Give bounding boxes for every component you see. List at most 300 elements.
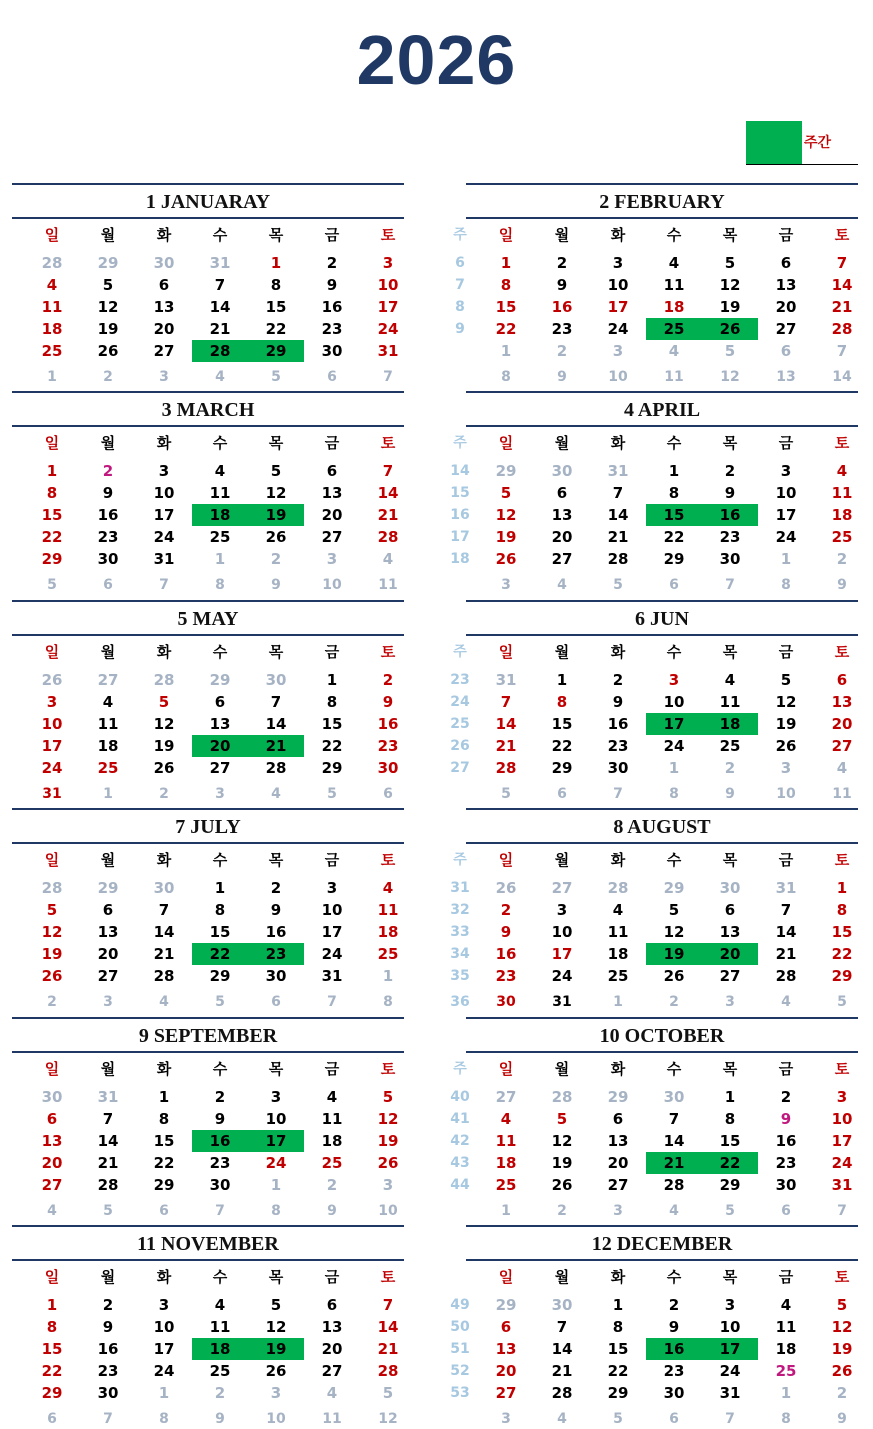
day-cell: 28 xyxy=(153,967,175,985)
day-cell: 7 xyxy=(327,994,337,1010)
day-cell: 7 xyxy=(159,577,169,593)
day-cell: 13 xyxy=(607,1132,629,1150)
weekday-label: 일 xyxy=(44,226,60,244)
month-title: 6 JUN xyxy=(635,608,689,630)
day-cell: 17 xyxy=(153,1340,175,1358)
day-cell: 12 xyxy=(720,369,740,385)
weekday-label: 월 xyxy=(554,851,570,869)
day-cell: 4 xyxy=(557,1411,567,1427)
weekday-label: 수 xyxy=(212,226,228,244)
day-cell: 13 xyxy=(97,923,119,941)
weekday-label: 월 xyxy=(100,226,116,244)
day-cell: 4 xyxy=(382,550,394,568)
weekday-label: 토 xyxy=(834,1268,850,1286)
day-cell: 12 xyxy=(719,276,741,294)
day-cell: 19 xyxy=(265,506,287,524)
day-cell: 5 xyxy=(725,1203,735,1219)
weekday-label: 월 xyxy=(554,434,570,452)
day-cell: 6 xyxy=(836,671,848,689)
day-cell: 28 xyxy=(377,528,399,546)
day-cell: 29 xyxy=(495,1296,517,1314)
day-cell: 9 xyxy=(557,369,567,385)
day-cell: 4 xyxy=(668,254,680,272)
day-cell: 5 xyxy=(103,1203,113,1219)
weekday-label: 목 xyxy=(722,851,738,869)
day-cell: 10 xyxy=(266,1411,286,1427)
day-cell: 7 xyxy=(836,342,848,360)
weekday-label: 수 xyxy=(666,226,682,244)
week-number-header: 주 xyxy=(453,1061,467,1077)
day-cell: 16 xyxy=(97,506,119,524)
week-number-header: 주 xyxy=(453,644,467,660)
day-cell: 8 xyxy=(669,786,679,802)
day-cell: 2 xyxy=(214,1384,226,1402)
day-cell: 15 xyxy=(719,1132,741,1150)
day-cell: 2 xyxy=(102,1296,114,1314)
day-cell: 1 xyxy=(780,1384,792,1402)
day-cell: 21 xyxy=(377,506,399,524)
day-cell: 12 xyxy=(495,506,517,524)
month-header xyxy=(12,1017,404,1053)
day-cell: 5 xyxy=(46,901,58,919)
weekday-label: 월 xyxy=(100,1060,116,1078)
day-cell: 29 xyxy=(719,1176,741,1194)
day-cell: 31 xyxy=(607,462,629,480)
day-cell: 26 xyxy=(775,737,797,755)
day-cell: 22 xyxy=(153,1154,175,1172)
week-number: 52 xyxy=(450,1363,470,1379)
day-cell: 17 xyxy=(663,715,685,733)
day-cell: 13 xyxy=(495,1340,517,1358)
day-cell: 11 xyxy=(607,923,629,941)
weekday-label: 토 xyxy=(380,643,396,661)
day-cell: 1 xyxy=(500,254,512,272)
day-cell: 6 xyxy=(556,484,568,502)
week-number: 6 xyxy=(455,255,465,271)
day-cell: 14 xyxy=(153,923,175,941)
weekday-label: 화 xyxy=(156,434,172,452)
day-cell: 6 xyxy=(780,342,792,360)
day-cell: 8 xyxy=(215,577,225,593)
month-title: 1 JANUARAY xyxy=(145,191,271,213)
week-number-header: 주 xyxy=(453,227,467,243)
weekday-label: 월 xyxy=(100,1268,116,1286)
weekday-label: 목 xyxy=(268,643,284,661)
day-cell: 25 xyxy=(831,528,853,546)
day-cell: 7 xyxy=(500,693,512,711)
weekday-label: 일 xyxy=(498,226,514,244)
day-cell: 25 xyxy=(209,1362,231,1380)
day-cell: 1 xyxy=(780,550,792,568)
day-cell: 29 xyxy=(265,342,287,360)
day-cell: 23 xyxy=(551,320,573,338)
day-cell: 3 xyxy=(158,462,170,480)
weekday-label: 화 xyxy=(610,226,626,244)
day-cell: 17 xyxy=(719,1340,741,1358)
day-cell: 2 xyxy=(612,671,624,689)
week-number: 35 xyxy=(450,968,470,984)
day-cell: 2 xyxy=(103,369,113,385)
day-cell: 2 xyxy=(270,550,282,568)
day-cell: 14 xyxy=(832,369,852,385)
day-cell: 4 xyxy=(214,462,226,480)
day-cell: 3 xyxy=(382,1176,394,1194)
legend-swatch xyxy=(746,121,802,164)
week-number-header: 주 xyxy=(453,852,467,868)
week-number: 50 xyxy=(450,1319,470,1335)
day-cell: 19 xyxy=(97,320,119,338)
weekday-label: 일 xyxy=(498,434,514,452)
weekday-label: 월 xyxy=(554,226,570,244)
day-cell: 4 xyxy=(215,369,225,385)
day-cell: 11 xyxy=(97,715,119,733)
day-cell: 5 xyxy=(327,786,337,802)
day-cell: 28 xyxy=(41,254,63,272)
day-cell: 11 xyxy=(663,276,685,294)
day-cell: 30 xyxy=(663,1088,685,1106)
day-cell: 28 xyxy=(831,320,853,338)
weekday-label: 금 xyxy=(324,226,340,244)
day-cell: 1 xyxy=(500,342,512,360)
day-cell: 20 xyxy=(97,945,119,963)
month-header xyxy=(466,183,858,219)
day-cell: 9 xyxy=(382,693,394,711)
weekday-label: 화 xyxy=(156,851,172,869)
day-cell: 6 xyxy=(159,1203,169,1219)
day-cell: 22 xyxy=(321,737,343,755)
day-cell: 25 xyxy=(607,967,629,985)
day-cell: 24 xyxy=(775,528,797,546)
day-cell: 19 xyxy=(831,1340,853,1358)
day-cell: 16 xyxy=(551,298,573,316)
day-cell: 29 xyxy=(97,879,119,897)
day-cell: 4 xyxy=(46,276,58,294)
day-cell: 2 xyxy=(557,1203,567,1219)
weekday-label: 일 xyxy=(44,643,60,661)
day-cell: 17 xyxy=(321,923,343,941)
day-cell: 25 xyxy=(663,320,685,338)
weekday-label: 토 xyxy=(834,643,850,661)
day-cell: 30 xyxy=(551,462,573,480)
day-cell: 1 xyxy=(158,1088,170,1106)
day-cell: 31 xyxy=(495,671,517,689)
legend-underline xyxy=(746,164,858,165)
day-cell: 1 xyxy=(270,254,282,272)
day-cell: 5 xyxy=(780,671,792,689)
day-cell: 8 xyxy=(159,1411,169,1427)
day-cell: 1 xyxy=(501,1203,511,1219)
day-cell: 19 xyxy=(153,737,175,755)
day-cell: 10 xyxy=(41,715,63,733)
day-cell: 15 xyxy=(321,715,343,733)
week-number: 8 xyxy=(455,299,465,315)
day-cell: 11 xyxy=(209,484,231,502)
day-cell: 1 xyxy=(556,671,568,689)
day-cell: 10 xyxy=(153,1318,175,1336)
day-cell: 29 xyxy=(41,550,63,568)
month-header xyxy=(466,1225,858,1261)
day-cell: 6 xyxy=(103,577,113,593)
weekday-label: 목 xyxy=(268,434,284,452)
day-cell: 28 xyxy=(551,1384,573,1402)
day-cell: 5 xyxy=(668,901,680,919)
day-cell: 24 xyxy=(831,1154,853,1172)
weekday-label: 월 xyxy=(554,1268,570,1286)
day-cell: 5 xyxy=(271,369,281,385)
day-cell: 8 xyxy=(556,693,568,711)
week-number: 18 xyxy=(450,551,470,567)
day-cell: 1 xyxy=(103,786,113,802)
day-cell: 28 xyxy=(265,759,287,777)
day-cell: 22 xyxy=(495,320,517,338)
day-cell: 20 xyxy=(41,1154,63,1172)
day-cell: 5 xyxy=(102,276,114,294)
weekday-label: 수 xyxy=(212,434,228,452)
day-cell: 2 xyxy=(326,254,338,272)
day-cell: 28 xyxy=(209,342,231,360)
day-cell: 5 xyxy=(836,1296,848,1314)
week-number: 17 xyxy=(450,529,470,545)
day-cell: 3 xyxy=(725,994,735,1010)
day-cell: 27 xyxy=(41,1176,63,1194)
day-cell: 15 xyxy=(41,506,63,524)
day-cell: 14 xyxy=(209,298,231,316)
day-cell: 10 xyxy=(377,276,399,294)
weekday-label: 화 xyxy=(156,643,172,661)
day-cell: 24 xyxy=(377,320,399,338)
day-cell: 25 xyxy=(495,1176,517,1194)
day-cell: 5 xyxy=(500,484,512,502)
day-cell: 15 xyxy=(607,1340,629,1358)
day-cell: 2 xyxy=(382,671,394,689)
day-cell: 30 xyxy=(97,550,119,568)
day-cell: 30 xyxy=(97,1384,119,1402)
day-cell: 2 xyxy=(669,994,679,1010)
day-cell: 5 xyxy=(47,577,57,593)
day-cell: 20 xyxy=(719,945,741,963)
day-cell: 24 xyxy=(663,737,685,755)
day-cell: 30 xyxy=(607,759,629,777)
day-cell: 8 xyxy=(271,1203,281,1219)
week-number: 41 xyxy=(450,1111,470,1127)
day-cell: 3 xyxy=(668,671,680,689)
day-cell: 1 xyxy=(47,369,57,385)
day-cell: 22 xyxy=(719,1154,741,1172)
day-cell: 29 xyxy=(209,967,231,985)
day-cell: 28 xyxy=(495,759,517,777)
day-cell: 22 xyxy=(551,737,573,755)
week-number: 27 xyxy=(450,760,470,776)
day-cell: 27 xyxy=(97,967,119,985)
day-cell: 1 xyxy=(158,1384,170,1402)
day-cell: 8 xyxy=(501,369,511,385)
month-title: 4 APRIL xyxy=(623,399,701,421)
day-cell: 1 xyxy=(46,462,58,480)
day-cell: 30 xyxy=(719,550,741,568)
month-header xyxy=(466,600,858,636)
day-cell: 23 xyxy=(495,967,517,985)
day-cell: 26 xyxy=(265,1362,287,1380)
day-cell: 21 xyxy=(831,298,853,316)
day-cell: 18 xyxy=(775,1340,797,1358)
day-cell: 26 xyxy=(719,320,741,338)
day-cell: 21 xyxy=(663,1154,685,1172)
day-cell: 3 xyxy=(780,462,792,480)
weekday-label: 목 xyxy=(268,226,284,244)
day-cell: 18 xyxy=(377,923,399,941)
day-cell: 11 xyxy=(719,693,741,711)
day-cell: 31 xyxy=(719,1384,741,1402)
day-cell: 15 xyxy=(831,923,853,941)
week-number: 14 xyxy=(450,463,470,479)
month-header xyxy=(12,391,404,427)
day-cell: 23 xyxy=(775,1154,797,1172)
weekday-label: 목 xyxy=(722,226,738,244)
weekday-label: 금 xyxy=(324,1268,340,1286)
day-cell: 24 xyxy=(265,1154,287,1172)
weekday-label: 월 xyxy=(100,434,116,452)
day-cell: 11 xyxy=(831,484,853,502)
day-cell: 9 xyxy=(725,786,735,802)
day-cell: 9 xyxy=(215,1411,225,1427)
day-cell: 16 xyxy=(97,1340,119,1358)
day-cell: 29 xyxy=(97,254,119,272)
day-cell: 30 xyxy=(209,1176,231,1194)
day-cell: 1 xyxy=(46,1296,58,1314)
weekday-label: 월 xyxy=(100,643,116,661)
day-cell: 2 xyxy=(500,901,512,919)
month-title: 8 AUGUST xyxy=(613,816,711,838)
day-cell: 8 xyxy=(214,901,226,919)
day-cell: 3 xyxy=(158,1296,170,1314)
day-cell: 3 xyxy=(326,879,338,897)
day-cell: 8 xyxy=(326,693,338,711)
month-title: 12 DECEMBER xyxy=(591,1233,733,1255)
day-cell: 31 xyxy=(377,342,399,360)
day-cell: 3 xyxy=(612,254,624,272)
day-cell: 9 xyxy=(668,1318,680,1336)
day-cell: 31 xyxy=(153,550,175,568)
day-cell: 29 xyxy=(663,879,685,897)
day-cell: 29 xyxy=(663,550,685,568)
weekday-label: 일 xyxy=(498,851,514,869)
day-cell: 13 xyxy=(551,506,573,524)
day-cell: 22 xyxy=(607,1362,629,1380)
day-cell: 9 xyxy=(214,1110,226,1128)
day-cell: 4 xyxy=(780,1296,792,1314)
weekday-label: 화 xyxy=(610,851,626,869)
day-cell: 3 xyxy=(724,1296,736,1314)
day-cell: 23 xyxy=(97,528,119,546)
day-cell: 12 xyxy=(831,1318,853,1336)
day-cell: 12 xyxy=(378,1411,398,1427)
week-number: 31 xyxy=(450,880,470,896)
day-cell: 6 xyxy=(612,1110,624,1128)
day-cell: 9 xyxy=(612,693,624,711)
day-cell: 29 xyxy=(607,1088,629,1106)
weekday-label: 화 xyxy=(610,643,626,661)
day-cell: 2 xyxy=(836,1384,848,1402)
day-cell: 8 xyxy=(270,276,282,294)
day-cell: 30 xyxy=(153,879,175,897)
day-cell: 20 xyxy=(209,737,231,755)
day-cell: 17 xyxy=(831,1132,853,1150)
day-cell: 7 xyxy=(158,901,170,919)
day-cell: 21 xyxy=(495,737,517,755)
day-cell: 30 xyxy=(321,342,343,360)
day-cell: 30 xyxy=(153,254,175,272)
day-cell: 2 xyxy=(102,462,114,480)
day-cell: 26 xyxy=(495,550,517,568)
day-cell: 23 xyxy=(97,1362,119,1380)
day-cell: 1 xyxy=(214,550,226,568)
week-number: 15 xyxy=(450,485,470,501)
day-cell: 5 xyxy=(724,254,736,272)
day-cell: 18 xyxy=(209,506,231,524)
day-cell: 6 xyxy=(780,254,792,272)
day-cell: 11 xyxy=(321,1110,343,1128)
day-cell: 28 xyxy=(97,1176,119,1194)
day-cell: 21 xyxy=(265,737,287,755)
weekday-label: 금 xyxy=(778,643,794,661)
day-cell: 24 xyxy=(41,759,63,777)
day-cell: 14 xyxy=(775,923,797,941)
day-cell: 26 xyxy=(495,879,517,897)
day-cell: 20 xyxy=(551,528,573,546)
day-cell: 1 xyxy=(668,462,680,480)
day-cell: 7 xyxy=(668,1110,680,1128)
day-cell: 8 xyxy=(46,1318,58,1336)
day-cell: 18 xyxy=(41,320,63,338)
day-cell: 9 xyxy=(102,484,114,502)
day-cell: 7 xyxy=(214,276,226,294)
day-cell: 29 xyxy=(607,1384,629,1402)
day-cell: 31 xyxy=(775,879,797,897)
day-cell: 20 xyxy=(775,298,797,316)
weekday-label: 수 xyxy=(212,1060,228,1078)
day-cell: 25 xyxy=(719,737,741,755)
weekday-label: 화 xyxy=(610,1268,626,1286)
week-number: 33 xyxy=(450,924,470,940)
weekday-label: 화 xyxy=(610,434,626,452)
day-cell: 8 xyxy=(781,577,791,593)
weekday-label: 월 xyxy=(554,643,570,661)
weekday-label: 수 xyxy=(666,434,682,452)
day-cell: 28 xyxy=(377,1362,399,1380)
day-cell: 6 xyxy=(383,786,393,802)
day-cell: 4 xyxy=(668,342,680,360)
day-cell: 10 xyxy=(775,484,797,502)
day-cell: 1 xyxy=(214,879,226,897)
week-number: 7 xyxy=(455,277,465,293)
day-cell: 31 xyxy=(831,1176,853,1194)
day-cell: 19 xyxy=(551,1154,573,1172)
month-title: 5 MAY xyxy=(177,608,239,630)
day-cell: 13 xyxy=(209,715,231,733)
day-cell: 4 xyxy=(326,1384,338,1402)
day-cell: 3 xyxy=(159,369,169,385)
day-cell: 7 xyxy=(215,1203,225,1219)
day-cell: 23 xyxy=(265,945,287,963)
weekday-label: 금 xyxy=(778,226,794,244)
day-cell: 7 xyxy=(270,693,282,711)
day-cell: 5 xyxy=(837,994,847,1010)
day-cell: 21 xyxy=(775,945,797,963)
day-cell: 20 xyxy=(321,1340,343,1358)
week-number: 25 xyxy=(450,716,470,732)
day-cell: 19 xyxy=(495,528,517,546)
week-number: 44 xyxy=(450,1177,470,1193)
